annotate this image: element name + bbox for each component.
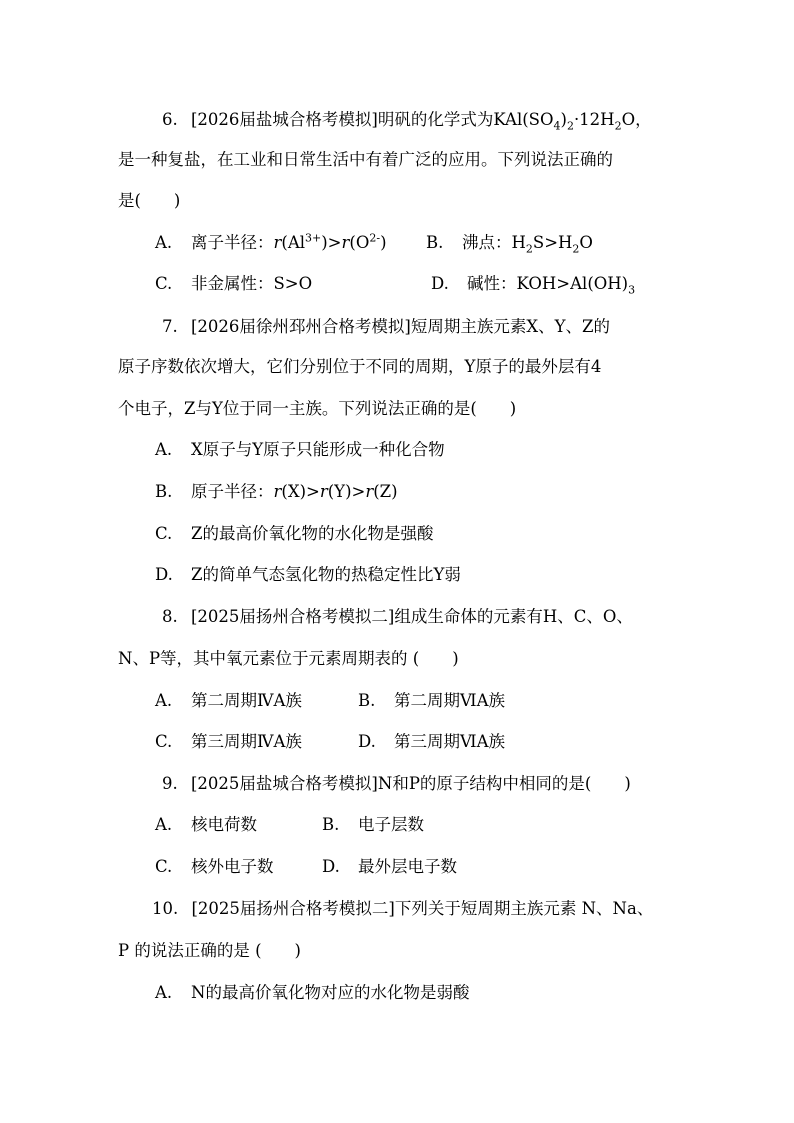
option-letter: D.	[155, 565, 173, 584]
question-10-line2: P 的说法正确的是 ( )	[118, 941, 301, 960]
option-letter: C.	[155, 524, 173, 543]
option-9a: A. 核电荷数	[155, 813, 257, 837]
question-6-line1	[162, 108, 652, 132]
option-6b: B. 沸点：$H_2S>H_2O$	[426, 233, 593, 256]
option-7c: C. Z的最高价氧化物的水化物是强酸	[155, 522, 433, 546]
option-letter: A.	[155, 691, 173, 710]
question-source: [2025届扬州合格考模拟二]	[191, 899, 395, 918]
question-number: 7.	[162, 317, 178, 336]
option-letter: B.	[155, 482, 173, 501]
question-7-line3: 个电子，Z与Y位于同一主族。下列说法正确的是( )	[118, 399, 517, 418]
question-stem: 组成生命体的元素有H、C、O、	[394, 607, 633, 626]
option-8a: A. 第二周期ⅣA族	[155, 689, 302, 713]
question-7-line2: 原子序数依次增大，它们分别位于不同的周期，Y原子的最外层有4	[118, 357, 602, 376]
option-6d: D. 碱性：$KOH>Al(OH)_3$	[431, 274, 636, 297]
option-letter: C.	[155, 274, 173, 293]
question-8-line1	[162, 605, 633, 629]
option-8b: B. 第二周期ⅥA族	[358, 689, 505, 713]
question-number: 6.	[162, 110, 178, 129]
question-number: 8.	[162, 607, 178, 626]
option-letter: A.	[155, 233, 173, 252]
option-9c: C. 核外电子数	[155, 855, 274, 879]
option-9b: B. 电子层数	[322, 813, 424, 837]
option-7d: D. Z的简单气态氢化物的热稳定性比Y弱	[155, 563, 461, 587]
option-letter: D.	[358, 732, 376, 751]
question-6-line3: 是( )	[118, 191, 181, 210]
question-8-line2: N、P等，其中氧元素位于元素周期表的 ( )	[118, 649, 459, 668]
option-10a: A. N的最高价氧化物对应的水化物是弱酸	[155, 981, 469, 1005]
option-letter: A.	[155, 440, 173, 459]
question-source: [2026届徐州邳州合格考模拟]	[191, 317, 411, 336]
option-letter: D.	[322, 857, 340, 876]
question-number: 9.	[162, 774, 178, 793]
question-stem: N和P的原子结构中相同的是( )	[377, 774, 631, 793]
question-7-line1	[162, 315, 610, 339]
option-letter: A.	[155, 815, 173, 834]
option-letter: A.	[155, 983, 173, 1002]
option-8c: C. 第三周期ⅣA族	[155, 730, 302, 754]
question-9-line1	[162, 772, 631, 796]
question-6-line2: 是一种复盐，在工业和日常生活中有着广泛的应用。下列说法正确的	[118, 150, 613, 169]
option-letter: C.	[155, 857, 173, 876]
question-stem: 明矾的化学式为$KAl(SO_4)_2\cdot 12H_2O$，	[377, 110, 652, 133]
option-8d: D. 第三周期ⅥA族	[358, 730, 505, 754]
question-number: 10.	[152, 899, 179, 918]
question-stem: 下列关于短周期主族元素 N、Na、	[394, 899, 654, 918]
option-letter: B.	[322, 815, 340, 834]
option-letter: C.	[155, 732, 173, 751]
option-letter: B.	[358, 691, 376, 710]
option-letter: B.	[426, 233, 444, 252]
question-source: [2025届盐城合格考模拟]	[191, 774, 378, 793]
question-stem: 短周期主族元素X、Y、Z的	[410, 317, 610, 336]
question-source: [2025届扬州合格考模拟二]	[191, 607, 395, 626]
option-6c: C. 非金属性：S>O	[155, 272, 312, 296]
option-9d: D. 最外层电子数	[322, 855, 457, 879]
option-7b: B. 原子半径：r(X)>r(Y)>r(Z)	[155, 480, 398, 504]
option-6a: A. 离子半径：$r(Al^{3+})>r(O^{2-})$	[155, 231, 387, 255]
option-letter: D.	[431, 274, 449, 293]
option-7a: A. X原子与Y原子只能形成一种化合物	[155, 438, 445, 462]
question-source: [2026届盐城合格考模拟]	[191, 110, 378, 129]
question-10-line1	[152, 897, 653, 921]
